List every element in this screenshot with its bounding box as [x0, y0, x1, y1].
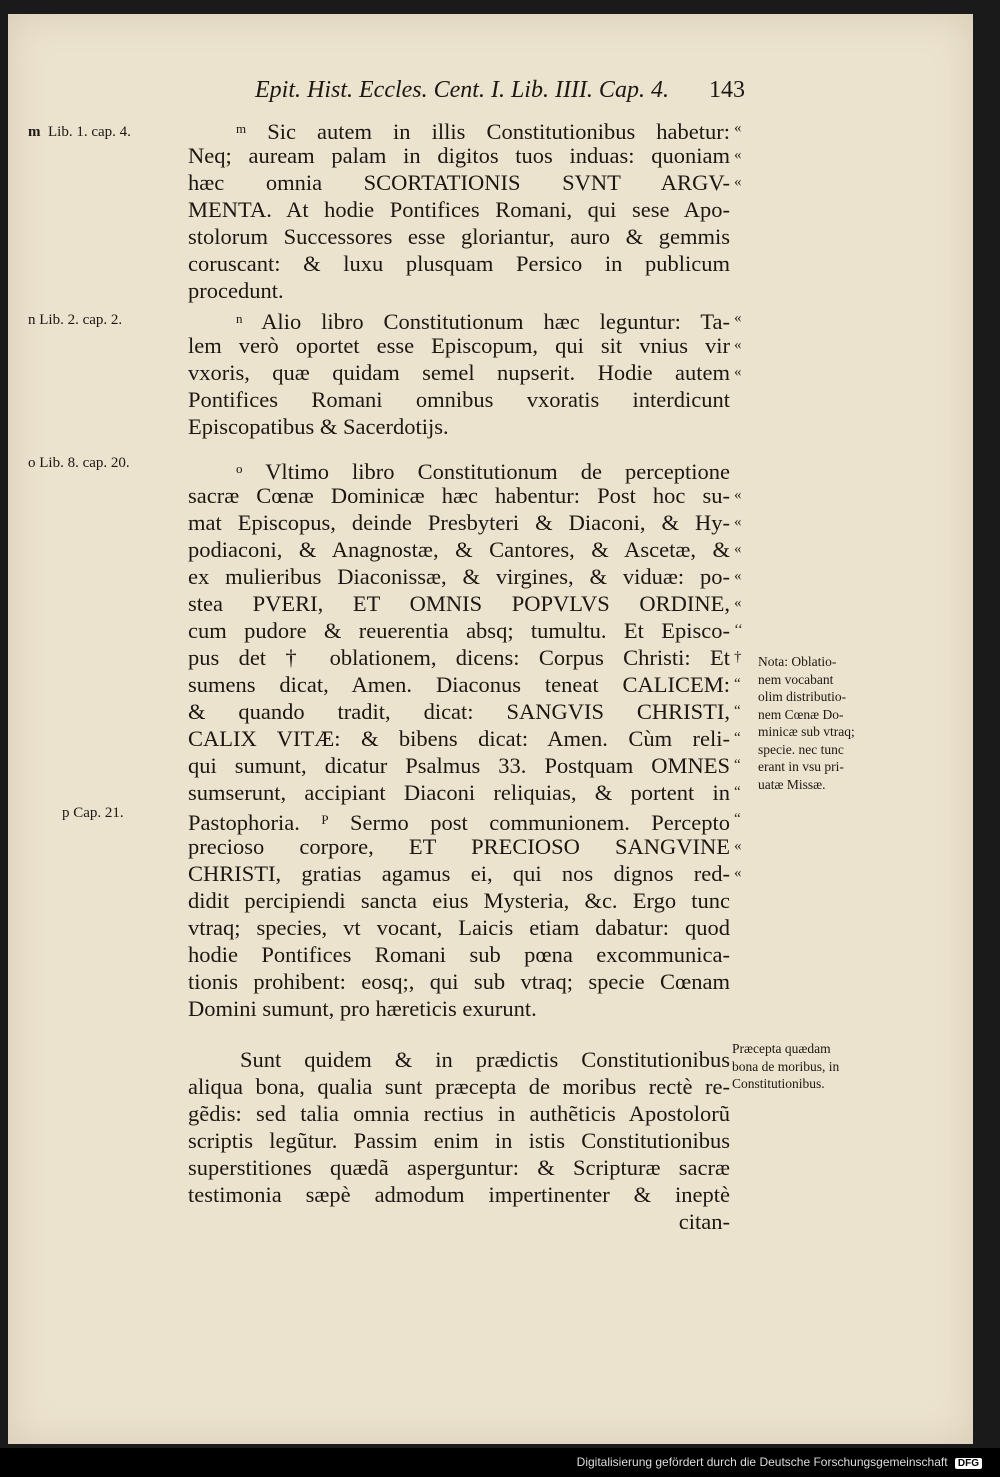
- running-header: [255, 77, 745, 104]
- paragraph-1: [188, 115, 730, 304]
- quote-marks-column: « « «: [734, 120, 742, 190]
- text-line: vxoris, quæ quidam semel nupserit. Hodie autem: [188, 360, 730, 385]
- text-line: ex mulieribus Diaconissæ, & virgines, & viduæ: po-: [188, 564, 730, 589]
- text-line: Pastophoria. $^P$ Sermo post communionem. Percepto: [188, 810, 731, 835]
- text-line: Neq; auream palam in digitos tuos induas: quoniam: [188, 143, 730, 168]
- text-line: tionis prohibent: eosq;, qui sub vtraq; specie Cœnam: [188, 969, 730, 994]
- text-line: sacræ Cœnæ Dominicæ hæc habentur: Post hoc su-: [188, 483, 730, 508]
- dagger-mark: †: [734, 649, 742, 665]
- text-line: hodie Pontifices Romani sub pœna excommunica-: [188, 942, 730, 967]
- page-number: 143: [709, 77, 745, 103]
- margin-note-praecepta: Præcepta quædam bona de moribus, in Constitutionibus.: [732, 1041, 840, 1091]
- text-line: scriptis legũtur. Passim enim in istis Constitutionibus: [188, 1128, 730, 1153]
- text-line: Pontifices Romani omnibus vxoratis interdicunt: [188, 387, 730, 412]
- text-line: lem verò oportet esse Episcopum, qui sit vnius vir: [188, 333, 730, 358]
- text-line: stea PVERI, ET OMNIS POPVLVS ORDINE,: [188, 591, 730, 616]
- text-line: MENTA. At hodie Pontifices Romani, qui sese Apo-: [188, 197, 730, 222]
- text-line: hæc omnia SCORTATIONIS SVNT ARGV-: [188, 170, 730, 195]
- paragraph-2: [188, 305, 730, 440]
- margin-note-m: m Lib. 1. cap. 4.: [28, 124, 131, 140]
- catchword: citan-: [678, 1209, 730, 1234]
- text-line: superstitiones quædã asperguntur: & Scripturæ sacræ: [188, 1155, 730, 1180]
- margin-note-p: p Cap. 21.: [62, 805, 124, 821]
- text-line: aliqua bona, qualia sunt præcepta de moribus rectè re-: [188, 1074, 730, 1099]
- margin-note-o: o Lib. 8. cap. 20.: [28, 455, 130, 471]
- text-line: cum pudore & reuerentia absq; tumultu. Et Episco-: [188, 618, 730, 643]
- text-line: podiaconi, & Anagnostæ, & Cantores, & Ascetæ, &: [188, 537, 730, 562]
- margin-note-n: n Lib. 2. cap. 2.: [28, 312, 123, 328]
- text-line: $^o$ Vltimo libro Constitutionum de perceptione: [236, 459, 730, 484]
- text-line: procedunt.: [188, 278, 284, 303]
- text-line: testimonia sæpè admodum impertinenter & ineptè: [188, 1182, 730, 1207]
- text-line: vtraq; species, vt vocant, Laicis etiam dabatur: quod: [188, 915, 730, 940]
- text-line: qui sumunt, dicatur Psalmus 33. Postquam OMNES: [188, 753, 730, 778]
- text-line: stolorum Successores esse gloriantur, auro & gemmis: [188, 224, 730, 249]
- text-line: coruscant: & luxu plusquam Persico in publicum: [188, 251, 730, 276]
- text-line: & quando tradit, dicat: SANGVIS CHRISTI,: [188, 699, 730, 724]
- text-line: $^n$ Alio libro Constitutionum hæc leguntur: Ta-: [236, 309, 730, 334]
- text-line: Episcopatibus & Sacerdotijs.: [188, 414, 449, 439]
- text-line: $^m$ Sic autem in illis Constitutionibus habetur:: [236, 119, 731, 144]
- text-line: CALIX VITÆ: & bibens dicat: Amen. Cùm reli-: [188, 726, 730, 751]
- dfg-logo: DFG: [955, 1458, 982, 1469]
- quote-marks-column: « « « « « ‘‘ † “ “ “ “ “ “ « «: [734, 482, 756, 887]
- footer-text: Digitalisierung gefördert durch die Deutsche Forschungsgemeinschaft: [576, 1455, 948, 1469]
- paragraph-4: [188, 1046, 730, 1235]
- paragraph-3: [188, 455, 730, 1022]
- digitization-footer: [577, 1455, 982, 1469]
- text-line: sumens dicat, Amen. Diaconus teneat CALICEM:: [188, 672, 730, 697]
- margin-note-oblatio: Nota: Oblatio- nem vocabant olim distributio- nem Cœnæ Do- minicæ sub vtraq; specie. nec tunc erant in vsu pri- uatæ Missæ.: [758, 654, 855, 792]
- text-line: CHRISTI, gratias agamus ei, qui nos dignos red-: [188, 861, 730, 886]
- text-line: pus det † oblationem, dicens: Corpus Christi: Et: [188, 645, 730, 670]
- text-line: Domini sumunt, pro hæreticis exurunt.: [188, 996, 537, 1021]
- running-title: Epit. Hist. Eccles. Cent. I. Lib. IIII. Cap. 4.: [255, 77, 669, 103]
- text-line: didit percipiendi sancta eius Mysteria, &c. Ergo tunc: [188, 888, 730, 913]
- text-line: mat Episcopus, deinde Presbyteri & Diaconi, & Hy-: [188, 510, 730, 535]
- text-line: precioso corpore, ET PRECIOSO SANGVINE: [188, 834, 730, 859]
- text-line: Sunt quidem & in prædictis Constitutionibus: [240, 1047, 730, 1072]
- quote-marks-column: « « «: [734, 310, 742, 380]
- text-line: gẽdis: sed talia omnia rectius in authẽticis Apostolorũ: [188, 1101, 730, 1126]
- text-line: sumserunt, accipiant Diaconi reliquias, & portent in: [188, 780, 730, 805]
